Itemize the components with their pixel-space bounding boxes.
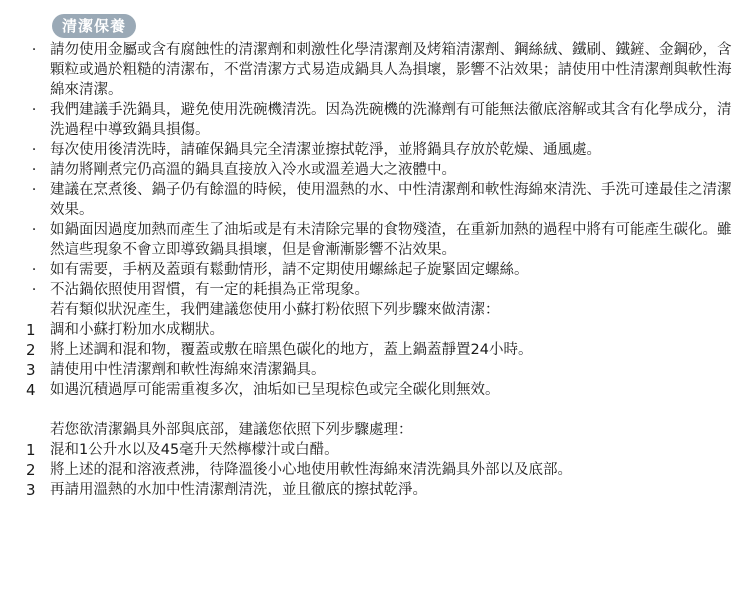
- bullet-text: 我們建議手洗鍋具，避免使用洗碗機清洗。因為洗碗機的洗滌劑有可能無法徹底溶解或其含有化學成分，清洗過程中導致鍋具損傷。: [50, 102, 732, 138]
- step-item: [24, 480, 736, 500]
- step-number: 2: [26, 341, 36, 359]
- bullet-marker: ·: [31, 282, 37, 298]
- bullet-marker: ·: [31, 142, 37, 158]
- bullet-item: [24, 140, 736, 160]
- bullet-item: [24, 220, 736, 260]
- bullet-item: [24, 100, 736, 140]
- bullet-marker: ·: [31, 182, 37, 198]
- steps-intro-baking-soda: 若有類似狀況產生，我們建議您使用小蘇打粉依照下列步驟來做清潔：: [50, 302, 500, 318]
- step-item: [24, 320, 736, 340]
- instructions-content: [24, 40, 736, 500]
- step-item: [24, 380, 736, 400]
- step-item: [24, 360, 736, 380]
- bullet-text: 不沾鍋依照使用習慣，有一定的耗損為正常現象。: [50, 282, 369, 298]
- bullet-marker: ·: [31, 42, 37, 58]
- bullet-item: [24, 260, 736, 280]
- bullet-text: 如鍋面因過度加熱而產生了油垢或是有未清除完畢的食物殘渣，在重新加熱的過程中將有可能產生碳化。雖然這些現象不會立即導致鍋具損壞，但是會漸漸影響不沾效果。: [50, 222, 732, 258]
- bullet-text: 如有需要，手柄及蓋頭有鬆動情形，請不定期使用螺絲起子旋緊固定螺絲。: [50, 262, 529, 278]
- bullet-text: 請勿使用金屬或含有腐蝕性的清潔劑和刺激性化學清潔劑及烤箱清潔劑、鋼絲絨、鐵刷、鐵鏟、金鋼砂，含顆粒或過於粗糙的清潔布，不當清潔方式易造成鍋具人為損壞，影響不沾效果；請使用中性清潔劑與軟性海綿來清潔。: [50, 42, 732, 98]
- step-number: 2: [26, 461, 36, 479]
- bullet-marker: ·: [31, 162, 37, 178]
- step-text: 再請用溫熱的水加中性清潔劑清洗，並且徹底的擦拭乾淨。: [50, 482, 427, 498]
- step-text: 請使用中性清潔劑和軟性海綿來清潔鍋具。: [50, 362, 326, 378]
- bullet-text: 請勿將剛煮完仍高溫的鍋具直接放入冷水或溫差過大之液體中。: [50, 162, 456, 178]
- section-spacer: [24, 400, 736, 420]
- step-text: 調和小蘇打粉加水成糊狀。: [50, 322, 224, 338]
- bullet-marker: ·: [31, 222, 37, 238]
- step-item: [24, 340, 736, 360]
- bullet-text: 建議在烹煮後、鍋子仍有餘溫的時候，使用溫熱的水、中性清潔劑和軟性海綿來清洗、手洗可達最佳之清潔效果。: [50, 182, 732, 218]
- step-item: [24, 440, 736, 460]
- step-text: 將上述的混和溶液煮沸，待降溫後小心地使用軟性海綿來清洗鍋具外部以及底部。: [50, 462, 572, 478]
- bullet-marker: ·: [31, 102, 37, 118]
- step-item: [24, 460, 736, 480]
- step-number: 4: [26, 381, 36, 399]
- bullet-item: [24, 280, 736, 300]
- bullet-marker: ·: [31, 262, 37, 278]
- step-number: 3: [26, 361, 36, 379]
- step-text: 混和1公升水以及45毫升天然檸檬汁或白醋。: [50, 442, 339, 458]
- steps-intro-exterior: 若您欲清潔鍋具外部與底部，建議您依照下列步驟處理：: [50, 422, 413, 438]
- step-number: 3: [26, 481, 36, 499]
- bullet-text: 每次使用後清洗時，請確保鍋具完全清潔並擦拭乾淨，並將鍋具存放於乾燥、通風處。: [50, 142, 601, 158]
- bullet-item: [24, 160, 736, 180]
- section-title-badge: 清潔保養: [52, 14, 136, 38]
- step-text: 如遇沉積過厚可能需重複多次，油垢如已呈現棕色或完全碳化則無效。: [50, 382, 500, 398]
- step-number: 1: [26, 321, 36, 339]
- step-number: 1: [26, 441, 36, 459]
- bullet-item: [24, 180, 736, 220]
- step-text: 將上述調和混和物，覆蓋或敷在暗黑色碳化的地方，蓋上鍋蓋靜置24小時。: [50, 342, 533, 358]
- bullet-item: [24, 40, 736, 100]
